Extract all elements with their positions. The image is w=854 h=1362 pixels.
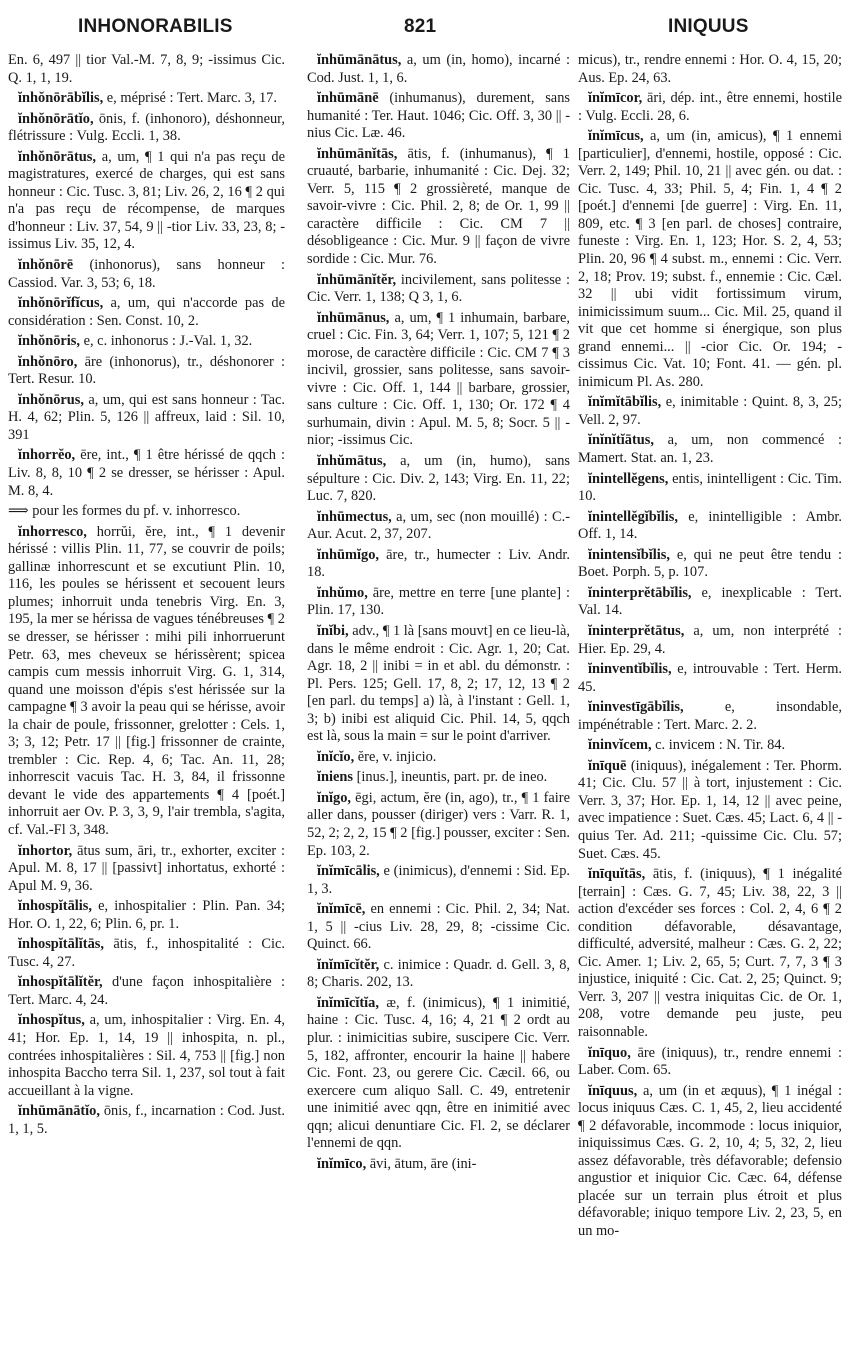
- entry-definition: āri, dép. int., être ennemi, hostile : Vulg. Eccli. 28, 6.: [578, 90, 842, 124]
- entry-headword: ĭnhūmānē: [317, 90, 379, 107]
- entry-definition: ĕre, v. injicio.: [357, 748, 437, 765]
- entry-headword: ĭnhŏnōrē: [18, 257, 74, 274]
- entry-headword: ĭnĭmīcor,: [588, 90, 643, 107]
- entry-definition: ātus sum, āri, tr., exhorter, exciter : Apul. M. 8, 17 || [passivt] inhortatus, exhorté : Apul M. 9, 36.: [8, 842, 285, 894]
- entry-headword: ĭnhospĭtālĭtĕr,: [18, 974, 103, 991]
- dictionary-entry: [307, 769, 570, 787]
- dictionary-entry: [307, 957, 570, 992]
- entry-definition: e, méprisé : Tert. Marc. 3, 17.: [106, 90, 277, 107]
- entry-definition: ⟹ pour les formes du pf. v. inhorresco.: [8, 503, 241, 520]
- entry-headword: ĭnhūmānātĭo,: [18, 1103, 100, 1120]
- dictionary-entry: [578, 866, 842, 1041]
- entry-definition: c. inimice : Quadr. d. Gell. 3, 8, 8; Charis. 202, 13.: [307, 956, 570, 991]
- entry-headword: ĭnhŏnōro,: [18, 353, 78, 370]
- dictionary-entry: [307, 585, 570, 620]
- header-left-guideword: INHONORABILIS: [78, 16, 233, 37]
- entry-definition: ēgi, actum, ĕre (in, ago), tr., ¶ 1 faire aller dans, pousser (diriger) vers : Varr. R. 1, 52, 2; 2, 2, 15 ¶ 2 [fig.] pousser, exciter : Sen. Ep. 103, 2.: [307, 789, 570, 859]
- entry-headword: ĭnĭmīcālis,: [317, 863, 380, 880]
- entry-definition: e, inimitable : Quint. 8, 3, 25; Vell. 2, 97.: [578, 394, 842, 428]
- entry-headword: ĭnintellĕgens,: [588, 470, 669, 487]
- entry-definition: e (inimicus), d'ennemi : Sid. Ep. 1, 3.: [307, 863, 570, 897]
- entry-headword: ĭnĭbi,: [317, 622, 349, 639]
- entry-headword: ĭnĭcĭo,: [317, 748, 355, 765]
- entry-definition: ātis, f., inhospitalité : Cic. Tusc. 4, 27.: [8, 936, 285, 970]
- entry-definition: e, c. inhonorus : J.-Val. 1, 32.: [83, 333, 253, 350]
- dictionary-entry: [8, 295, 285, 330]
- dictionary-entry: [578, 737, 842, 755]
- entry-definition: a, um, non commencé : Mamert. Stat. an. 1, 23.: [578, 432, 842, 467]
- entry-headword: ĭnhūmānātus,: [317, 52, 402, 68]
- dictionary-entry: [578, 52, 842, 87]
- entry-definition: horrŭi, ĕre, int., ¶ 1 devenir hérissé : villis Plin. 11, 77, se couvrir de poils; gallinæ inhorrescunt et se excutiunt Plin. 10, 116, les poules se hérissent et secouent leurs plumes; inhorruit unda tenebris Virg. En. 3, 195, la mer se hérissa de vagues ténébreuses ¶ 2 se dresser, se hérisser : mihi pili inhorruerunt Petr. 63, mes cheveux se hérissèrent; spicea campis cum messis inhorruit Virg. G. 1, 314, quand une moisson d'épis s'est hérissée sur la campagne ¶ 3 avoir la peau qui se hérisse, avoir la chair de poule, frissonner, grelotter : Cels. 1, 3; 3, 12; Petr. 17 || [fig.] frissonner de crainte, trembler : Cic. Rep. 4, 6; Tac. An. 11, 28; inhorrescit vacuis Tac. H. 3, 84, il frissonne devant le vide des appartements ¶ 4 [poét.] inhorruit aer Ov. P. 3, 3, 9, l'air trembla, s'agita, cf. Val.-Fl 3, 348.: [8, 523, 285, 838]
- entry-headword: ĭnĭmīcē,: [317, 901, 366, 918]
- entry-definition: ōnis, f., incarnation : Cod. Just. 1, 1, 5.: [8, 1103, 285, 1137]
- entry-headword: ĭnĭmīcĭtĕr,: [317, 956, 380, 973]
- dictionary-entry: [8, 843, 285, 896]
- dictionary-entry: [307, 901, 570, 954]
- entry-definition: ēre, int., ¶ 1 être hérissé de qqch : Liv. 8, 8, 10 ¶ 2 se dresser, se hérisser : Apul. M. 8, 4.: [8, 447, 285, 499]
- dictionary-entry: [307, 790, 570, 860]
- entry-headword: ĭnhūmĭgo,: [317, 546, 379, 563]
- entry-headword: ĭnhorrĕo,: [18, 447, 76, 464]
- entry-headword: ĭnĭgo,: [317, 789, 351, 806]
- dictionary-entry: [8, 974, 285, 1009]
- dictionary-entry: [578, 471, 842, 506]
- entry-definition: āre (inhonorus), tr., déshonorer : Tert. Resur. 10.: [8, 353, 285, 388]
- dictionary-entry: [578, 661, 842, 696]
- entry-headword: ĭnhospĭtus,: [18, 1012, 85, 1029]
- dictionary-entry: [307, 995, 570, 1153]
- dictionary-entry: [8, 90, 285, 108]
- dictionary-entry: [8, 354, 285, 389]
- dictionary-entry: [307, 310, 570, 450]
- entry-headword: ĭnhūmānĭtĕr,: [317, 271, 397, 288]
- dictionary-entry: [578, 1083, 842, 1241]
- entry-definition: d'une façon inhospitalière : Tert. Marc. 4, 24.: [8, 974, 285, 1008]
- entry-headword: ĭnhŏnōris,: [18, 333, 80, 350]
- dictionary-entry: [307, 453, 570, 506]
- dictionary-entry: [307, 623, 570, 746]
- dictionary-entry: [578, 585, 842, 620]
- entry-headword: ĭnīquus,: [588, 1082, 638, 1099]
- entry-headword: ĭnhūmānus,: [317, 309, 390, 326]
- dictionary-entry: [8, 1012, 285, 1100]
- entry-headword: ĭnhūmānĭtās,: [317, 145, 398, 162]
- entry-definition: (iniquus), inégalement : Ter. Phorm. 41; Cic. Clu. 57 || à tort, injustement : Cic. Verr. 3, 37; Hor. Ep. 1, 14, 12 || avec peine, avec impatience : Suet. Cæs. 45; Lact. 6, 4 || -quius Ter. Ad. 211; -quissime Cic. Clu. 57; Suet. Cæs. 45.: [578, 757, 842, 862]
- entry-headword: ĭnhūmectus,: [317, 508, 392, 525]
- entry-headword: ĭniens: [317, 769, 353, 786]
- entry-definition: a, um (in, homo), incarné : Cod. Just. 1, 1, 6.: [307, 52, 570, 86]
- dictionary-entry: [578, 509, 842, 544]
- entry-definition: āvi, ātum, āre (ini-: [369, 1155, 477, 1172]
- entry-definition: e, inhospitalier : Plin. Pan. 34; Hor. O. 1, 22, 6; Plin. 6, pr. 1.: [8, 898, 285, 932]
- dictionary-entry: [578, 432, 842, 467]
- header-right-guideword: INIQUUS: [668, 16, 749, 37]
- dictionary-entry: [307, 547, 570, 582]
- dictionary-entry: [578, 547, 842, 582]
- entry-definition: æ, f. (inimicus), ¶ 1 inimitié, haine : Cic. Tusc. 4, 16; 4, 21 ¶ 2 ordt au plur. : inimicitias subire, suscipere Cic. Verr. 5, 182, affronter, encourir la haine || habere Cic. Font. 23, ou gerere Cic. Cæcil. 66, ou exercere cum aliquo Sall. C. 49, entretenir une inimitié avec qqn, être en inimitié avec qqn; alicui denuntiare Cic. Fl. 2, se déclarer l'ennemi de qqn.: [307, 994, 570, 1152]
- dictionary-entry: [8, 52, 285, 87]
- entry-headword: ĭnhŏnōrĭfĭcus,: [18, 295, 104, 312]
- entry-definition: e, inexplicable : Tert. Val. 14.: [578, 584, 842, 619]
- dictionary-entry: [8, 111, 285, 146]
- dictionary-entry: [8, 524, 285, 840]
- entry-definition: (inhumanus), durement, sans humanité : Ter. Haut. 1046; Cic. Off. 3, 30 || -nius Cic. Læ. 46.: [307, 90, 570, 142]
- entry-definition: a, um, qui est sans honneur : Tac. H. 4, 62; Plin. 5, 126 || affreux, laid : Sil. 10, 391: [8, 391, 285, 443]
- entry-definition: micus), tr., rendre ennemi : Hor. O. 4, 15, 20; Aus. Ep. 24, 63.: [578, 52, 842, 86]
- dictionary-entry: [578, 699, 842, 734]
- entry-headword: ĭnīquē: [588, 757, 627, 774]
- entry-headword: ĭnīquo,: [588, 1044, 631, 1061]
- dictionary-entry: [307, 90, 570, 143]
- entry-headword: ĭnĭmīco,: [317, 1155, 367, 1172]
- page-number: 821: [404, 16, 437, 37]
- entry-headword: ĭnhŏnōrātĭo,: [18, 110, 94, 127]
- entry-definition: e, inintelligible : Ambr. Off. 1, 14.: [578, 508, 842, 543]
- entry-definition: entis, inintelligent : Cic. Tim. 10.: [578, 470, 842, 505]
- entry-headword: ĭnhortor,: [18, 842, 73, 859]
- column-3: [578, 52, 842, 1352]
- entry-definition: a, um, non interprété : Hier. Ep. 29, 4.: [578, 622, 842, 657]
- entry-definition: adv., ¶ 1 là [sans mouvt] en ce lieu-là, dans le même endroit : Cic. Agr. 1, 20; Cat. Agr. 18, 2 || inibi = in et abl. du démonstr. : Pl. Pers. 125; Gell. 17, 8, 2; 17, 12, 13 ¶ 2 [en parl. du temps] a) là, à l'instant : Gell. 1, 3; b) inibi est aliquid Cic. Phil. 14, 5, qqch est là, sous la main = sur le point d'arriver.: [307, 622, 570, 745]
- entry-definition: a, um, ¶ 1 qui n'a pas reçu de magistratures, exercé de charges, qui est sans honneur : Cic. Tusc. 3, 81; Liv. 26, 2, 16 ¶ 2 qui n'a pas reçu de récompense, de marques d'honneur : Liv. 37, 54, 9 || -tior Liv. 33, 23, 8; -issimus Liv. 35, 12, 4.: [8, 148, 285, 253]
- dictionary-entry: [307, 146, 570, 269]
- dictionary-entry: [307, 749, 570, 767]
- entry-definition: e, introuvable : Tert. Herm. 45.: [578, 661, 842, 695]
- entry-definition: e, qui ne peut être tendu : Boet. Porph. 5, p. 107.: [578, 546, 842, 581]
- dictionary-entry: [578, 623, 842, 658]
- entry-definition: a, um, inhospitalier : Virg. En. 4, 41; Hor. Ep. 1, 14, 19 || inhospita, n. pl., contrées inhospitalières : Sil. 4, 753 || [fig.] non inhospita Baccho terra Sil. 1, 237, sol tout à fait accueillant à la vigne.: [8, 1012, 285, 1099]
- entry-definition: a, um (in, humo), sans sépulture : Cic. Div. 2, 143; Virg. En. 11, 22; Luc. 7, 820.: [307, 453, 570, 505]
- dictionary-entry: [8, 898, 285, 933]
- entry-definition: āre, tr., humecter : Liv. Andr. 18.: [307, 546, 570, 581]
- entry-headword: ĭnhospĭtālis,: [18, 898, 92, 915]
- dictionary-entry: [307, 272, 570, 307]
- entry-definition: (inhonorus), sans honneur : Cassiod. Var. 3, 53; 6, 18.: [8, 257, 285, 291]
- column-2: [307, 52, 570, 1352]
- entry-headword: ĭnhospĭtālĭtās,: [18, 936, 104, 953]
- entry-headword: ĭnhŏnōrātus,: [18, 148, 96, 165]
- entry-definition: ātis, f. (inhumanus), ¶ 1 cruauté, barbarie, inhumanité : Cic. Dej. 32; Verr. 5, 115 ¶ 2 grossièreté, manque de savoir-vivre : Cic. Phil. 2, 8; de Or. 1, 99 || caractère difficile : Cic. CM 7 || désobligeance : Cic. Mur. 9 || façon de vivre sordide : Cic. Mur. 76.: [307, 145, 570, 268]
- dictionary-entry: [8, 333, 285, 351]
- entry-definition: e, insondable, impénétrable : Tert. Marc. 2. 2.: [578, 699, 842, 733]
- entry-definition: a, um, ¶ 1 inhumain, barbare, cruel : Cic. Fin. 3, 64; Verr. 1, 107; 5, 121 ¶ 2 morose, de caractère difficile : Cic. CM 7 ¶ 3 incivil, grossier, sans politesse, sans savoir-vivre : Cic. Off. 1, 144 || barbare, grossier, sans culture : Cic. Off. 1, 130; Or. 172 ¶ 4 surhumain, divin : Apul. M. 5, 8; Socr. 5 || -nior; -issimus Cic.: [307, 309, 570, 449]
- entry-headword: ĭnĭmīcus,: [588, 128, 644, 145]
- dictionary-entry: [8, 503, 285, 521]
- entry-headword: ĭnīquĭtās,: [588, 866, 646, 883]
- dictionary-entry: [578, 394, 842, 429]
- dictionary-entry: [307, 1156, 570, 1174]
- dictionary-entry: [8, 447, 285, 500]
- dictionary-entry: [578, 758, 842, 863]
- dictionary-entry: [307, 509, 570, 544]
- dictionary-entry: [8, 149, 285, 254]
- entry-definition: c. invicem : N. Tir. 84.: [655, 737, 786, 754]
- entry-headword: ĭninvestīgābĭlis,: [588, 699, 684, 716]
- entry-headword: ĭnĭmĭtābĭlis,: [588, 394, 662, 411]
- entry-headword: ĭnhŏnōrābĭlis,: [18, 90, 104, 107]
- dictionary-entry: [307, 52, 570, 87]
- entry-headword: ĭnĭmīcĭtĭa,: [317, 994, 379, 1011]
- entry-headword: ĭnĭnĭtĭātus,: [588, 432, 654, 449]
- dictionary-entry: [307, 863, 570, 898]
- entry-headword: ĭnhorresco,: [18, 523, 87, 540]
- entry-definition: a, um (in et æquus), ¶ 1 inégal : locus iniquus Cæs. C. 1, 45, 2, lieu accidenté ¶ 2 défavorable, incommode : locus iniquior, iniquissimus Cæs. G. 2, 10, 4; 5, 32, 2, lieu assez défavorable, très défavorable; defensio angustior et iniquior Cic. Cæc. 64, défense placée sur un terrain plus étroit et plus défavorable; iniquo tempore Liv. 2, 23, 5, en un mo-: [578, 1082, 842, 1239]
- entry-headword: ĭnhŭmātus,: [317, 453, 387, 470]
- entry-definition: En. 6, 497 || tior Val.-M. 7, 8, 9; -issimus Cic. Q. 1, 1, 19.: [8, 52, 285, 86]
- entry-headword: ĭninvĭcem,: [588, 737, 652, 754]
- entry-headword: ĭnhŭmo,: [317, 584, 368, 601]
- entry-definition: [inus.], ineuntis, part. pr. de ineo.: [356, 769, 548, 786]
- entry-definition: incivilement, sans politesse : Cic. Verr. 1, 138; Q 3, 1, 6.: [307, 271, 570, 306]
- dictionary-entry: [578, 128, 842, 391]
- entry-definition: en ennemi : Cic. Phil. 2, 34; Nat. 1, 5 || -cius Liv. 28, 29, 8; -cissime Cic. Quinct. 66.: [307, 901, 570, 953]
- entry-headword: ĭninterprĕtātus,: [588, 622, 685, 639]
- entry-headword: ĭninventĭbĭlis,: [588, 661, 672, 678]
- entry-definition: āre (iniquus), tr., rendre ennemi : Laber. Com. 65.: [578, 1044, 842, 1079]
- column-1: [8, 52, 285, 1352]
- entry-headword: ĭnintensĭbĭlis,: [588, 546, 670, 563]
- entry-headword: ĭninterprĕtābĭlis,: [588, 584, 692, 601]
- entry-definition: ōnis, f. (inhonoro), déshonneur, flétrissure : Vulg. Eccli. 1, 38.: [8, 110, 285, 145]
- dictionary-entry: [8, 936, 285, 971]
- dictionary-entry: [578, 1045, 842, 1080]
- entry-definition: āre, mettre en terre [une plante] : Plin. 17, 130.: [307, 584, 570, 619]
- dictionary-entry: [8, 392, 285, 445]
- entry-definition: a, um (in, amicus), ¶ 1 ennemi [particulier], d'ennemi, hostile, opposé : Cic. Verr. 2, 149; Phil. 10, 21 || avec gén. ou dat. : Cic. Tusc. 4, 33; Phil. 5, 4; Fin. 1, 4 ¶ 2 [poét.] d'ennemi [de guerre] : Virg. En. 11, 809, etc. ¶ 3 [en parl. de choses] contraire, funeste : Virg. En. 1, 123; Hor. S. 2, 4, 53; Plin. 20, 96 ¶ 4 subst. m., ennemi : Cic. Verr. 2, 18; Prov. 19; subst. f., ennemie : Cic. Cæl. 32 || ubi vidit fortissimum virum, inimicissimum suum... Cic. Mil. 25, quand il vit que cet homme si énergique, son plus grand ennemi... || -cior Cic. Or. 194; -cissimus Cic. Vat. 10; Font. 41. — gén. pl. inimicum Pl. As. 280.: [578, 128, 842, 390]
- dictionary-entry: [8, 257, 285, 292]
- dictionary-entry: [578, 90, 842, 125]
- entry-headword: ĭnintellĕgĭbĭlis,: [588, 508, 678, 525]
- dictionary-entry: [8, 1103, 285, 1138]
- entry-definition: a, um, qui n'accorde pas de considération : Sen. Const. 10, 2.: [8, 295, 285, 329]
- entry-definition: ātis, f. (iniquus), ¶ 1 inégalité [terrain] : Cæs. G. 7, 45; Liv. 38, 22, 3 || action d'excéder ses forces : Col. 2, 4, 6 ¶ 2 condition défavorable, désavantage, difficulté, adversité, malheur : Cæs. G. 2, 22; Cic. Amer. 1; Liv. 2, 65, 5; Curt. 7, 7, 3 ¶ 3 injustice, iniquité : Cic. Cat. 2, 25; Quinct. 9; Verr. 3, 207 || vestra iniquitas Cic. de Or. 1, 208, votre demande peu juste, peu raisonnable.: [578, 866, 842, 1040]
- entry-definition: a, um, sec (non mouillé) : C.-Aur. Acut. 2, 37, 207.: [307, 508, 570, 543]
- page-header: [0, 0, 854, 52]
- entry-headword: ĭnhŏnōrus,: [18, 391, 84, 408]
